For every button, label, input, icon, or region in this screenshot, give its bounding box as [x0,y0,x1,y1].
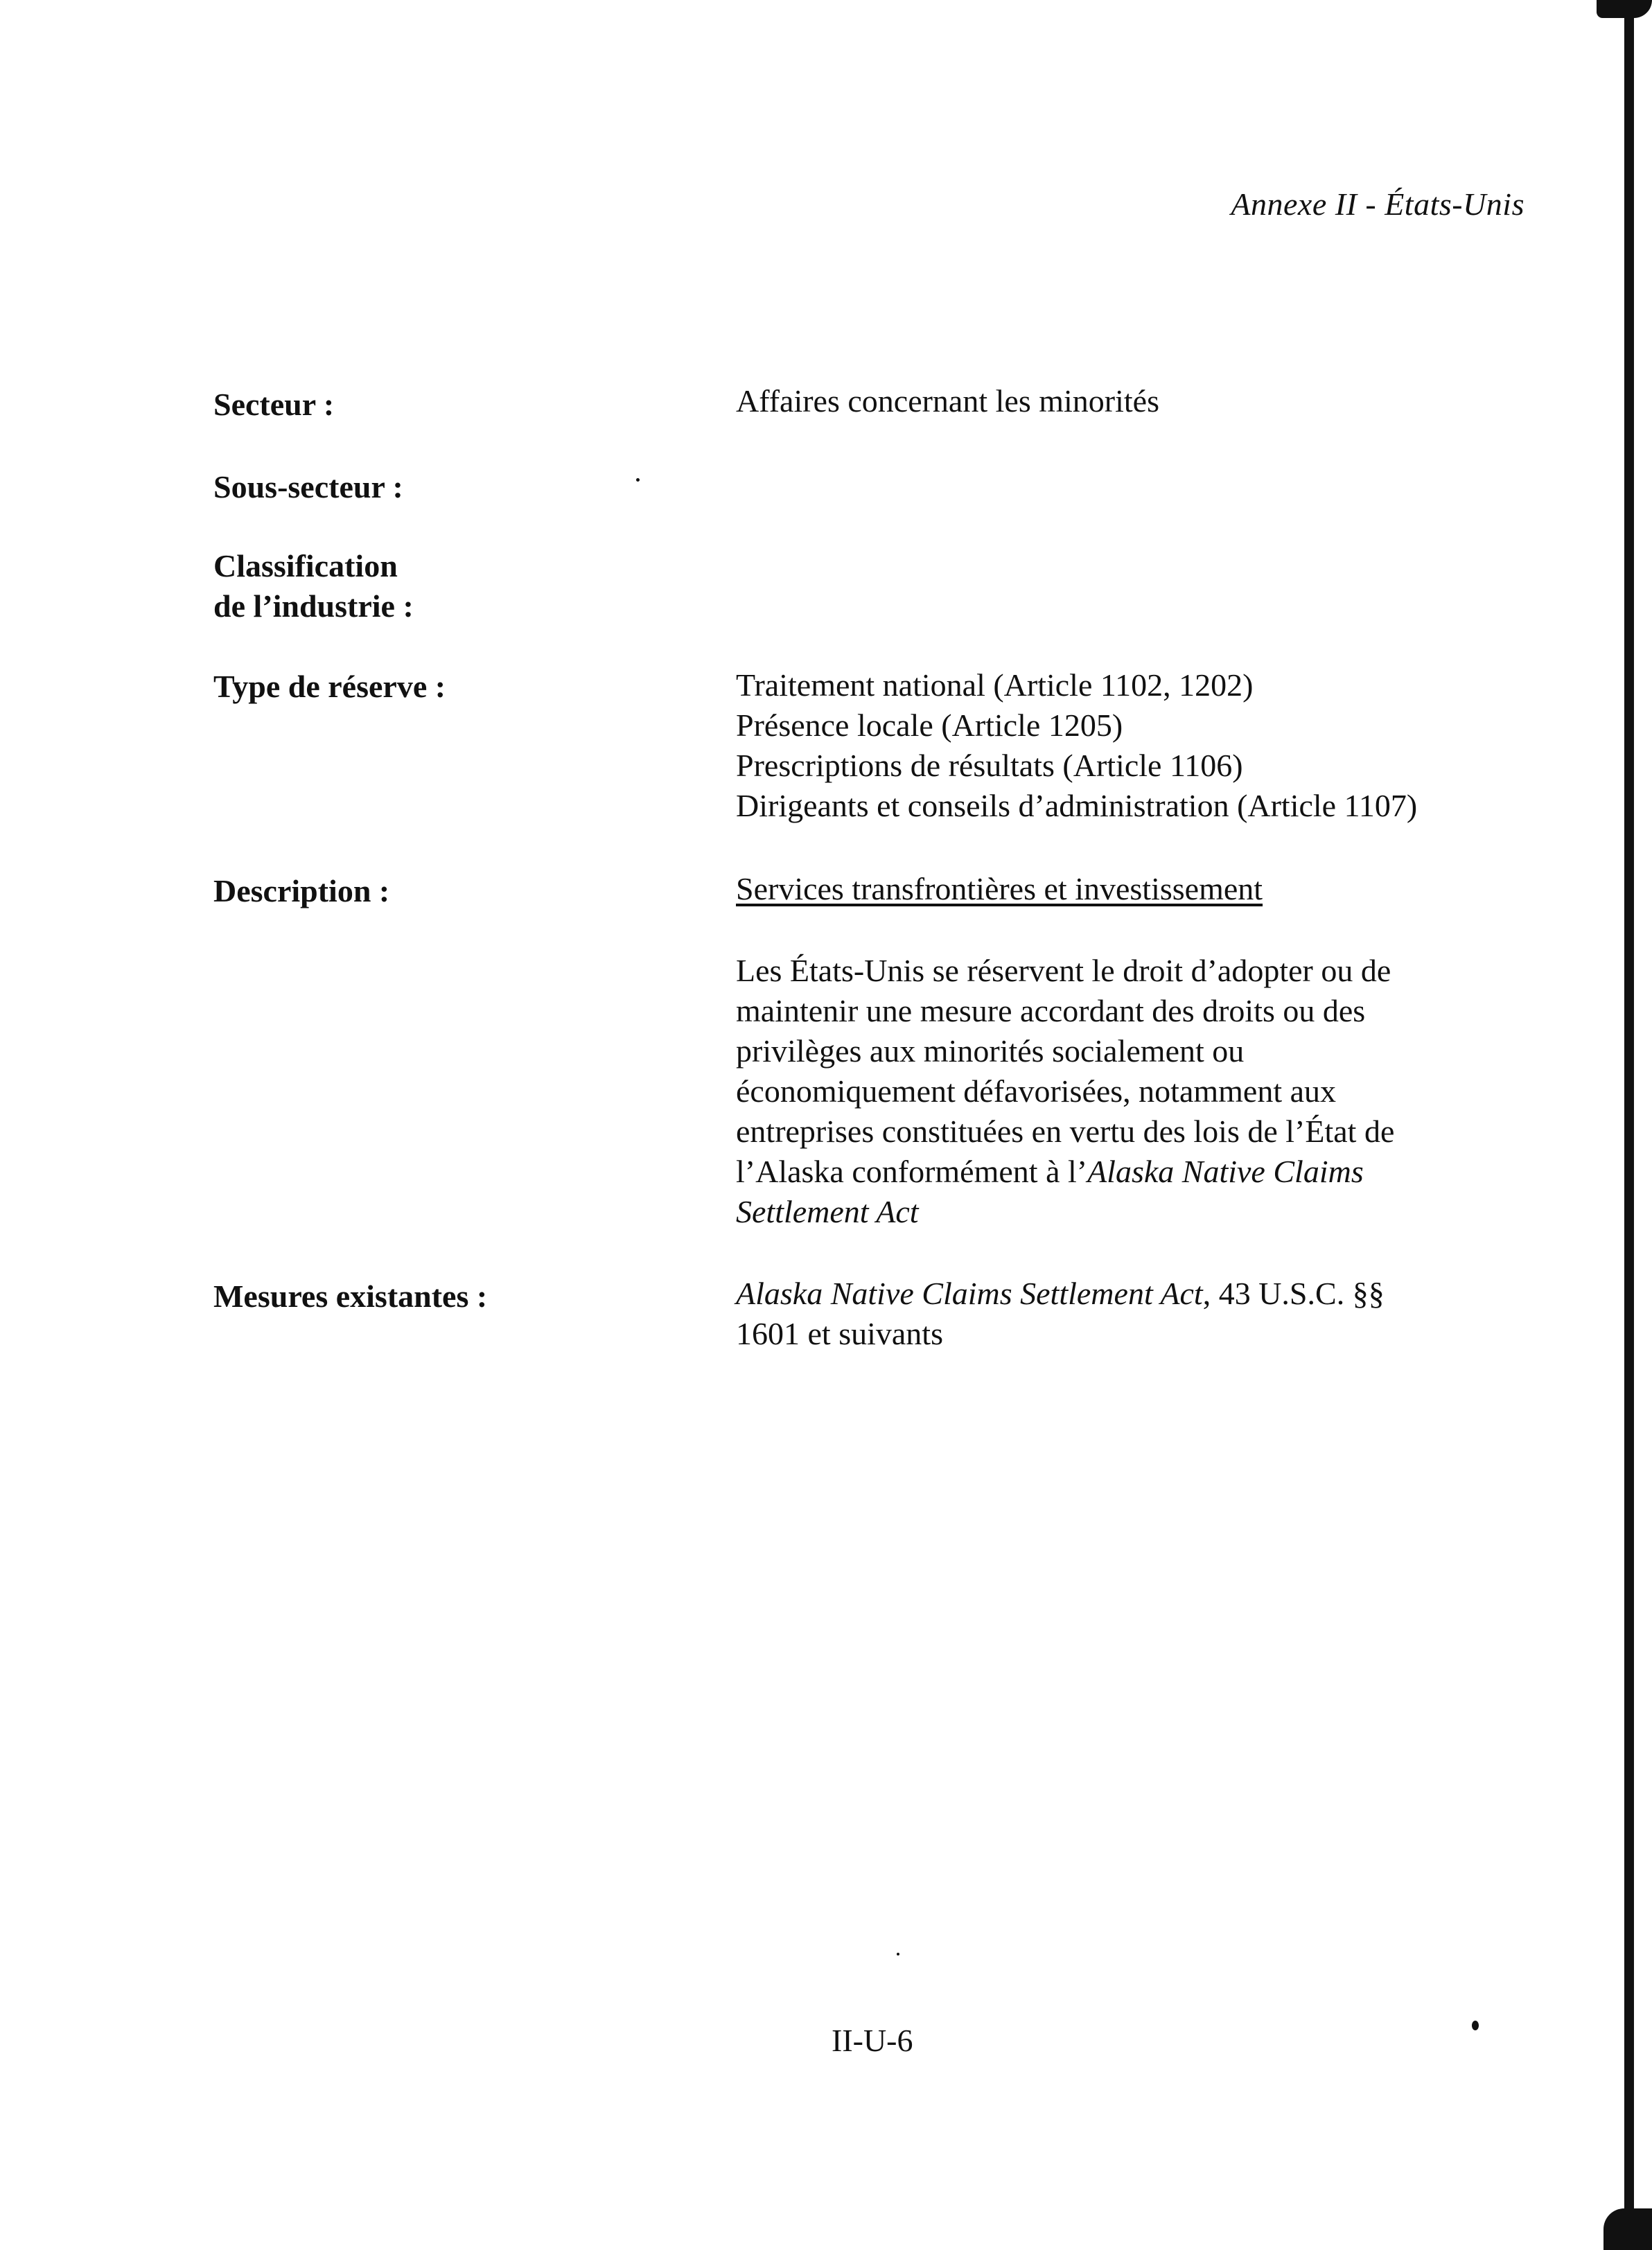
value-mesures-existantes [736,1274,1512,1354]
mesures-line1-rest: , 43 U.S.C. §§ [1202,1276,1385,1311]
label-type-reserve: Type de réserve : [213,669,446,704]
description-line7-italic: Settlement Act [736,1194,919,1229]
description-line: maintenir une mesure accordant des droits ou des [736,993,1366,1028]
description-line: économiquement défavorisées, notamment aux [736,1073,1337,1109]
description-line: Les États-Unis se réservent le droit d’adopter ou de [736,953,1391,988]
description-line: privilèges aux minorités socialement ou [736,1033,1245,1069]
description-line6-italic: Alaska Native Claims [1087,1154,1364,1189]
binding-edge [1624,0,1634,2250]
label-classification-line1: Classification [213,548,398,583]
description-line6-prefix: l’Alaska conformément à l’ [736,1154,1088,1189]
type-reserve-line: Prescriptions de résultats (Article 1106) [736,748,1243,783]
label-sous-secteur: Sous-secteur : [213,469,403,504]
mesures-line1-italic: Alaska Native Claims Settlement Act [736,1276,1203,1311]
label-classification-line2: de l’industrie : [213,588,414,624]
value-description-heading [736,869,1512,909]
scan-speck [897,1953,899,1955]
description-line [736,1152,1512,1192]
description-line: entreprises constituées en vertu des lois de l’État de [736,1114,1395,1149]
page-number: II-U-6 [832,2023,913,2058]
label-description: Description : [213,873,390,908]
description-heading: Services transfrontières et investissement [736,871,1263,906]
label-mesures-existantes: Mesures existantes : [213,1278,488,1314]
running-header: Annexe II - États-Unis [1231,186,1524,222]
type-reserve-line: Présence locale (Article 1205) [736,707,1123,743]
value-description-body [736,951,1512,1232]
type-reserve-line: Traitement national (Article 1102, 1202) [736,667,1254,703]
type-reserve-line: Dirigeants et conseils d’administration (Article 1107) [736,788,1418,823]
label-classification [213,546,414,626]
description-line [736,1192,1512,1232]
scan-speck [1472,2021,1479,2030]
mesures-line [736,1274,1512,1314]
binding-edge-bottom [1603,2208,1652,2250]
value-secteur: Affaires concernant les minorités [736,383,1159,419]
scan-speck [636,478,640,482]
mesures-line: 1601 et suivants [736,1316,943,1351]
label-secteur: Secteur : [213,387,335,422]
value-type-reserve [736,665,1512,826]
